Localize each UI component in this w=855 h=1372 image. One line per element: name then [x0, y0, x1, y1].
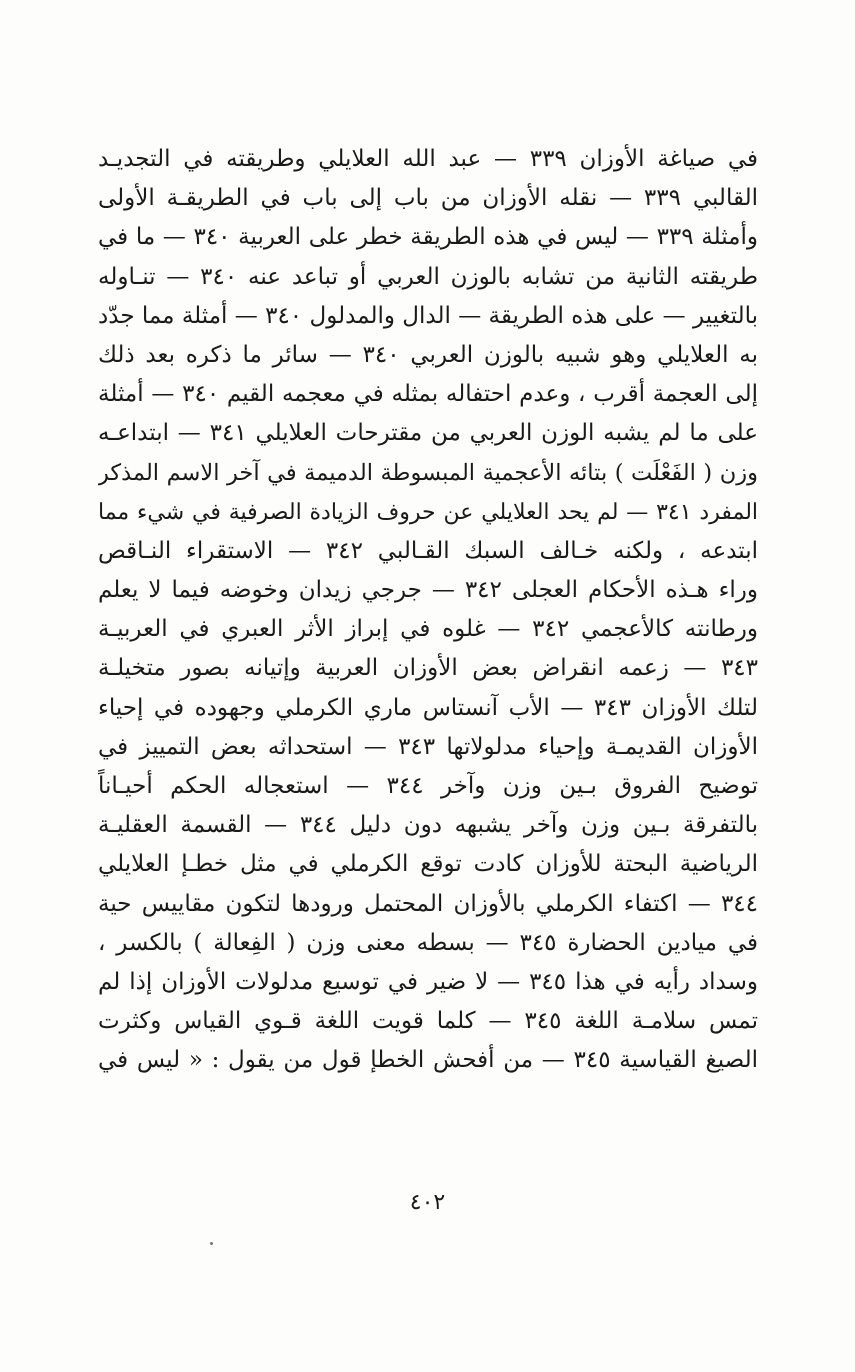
text-line: توضيح الفروق بـين وزن وآخر ٣٤٤ — استعجاله الحكم أحيـاناً: [98, 773, 758, 799]
text-line: طريقته الثانية من تشابه بالوزن العربي أو تباعد عنه ٣٤٠ — تنـاوله: [98, 263, 758, 290]
text-line: بالتغيير — على هذه الطريقة — الدال والمدلول ٣٤٠ — أمثلة مما جدّد: [98, 302, 758, 329]
paper-speck: [210, 1242, 213, 1245]
text-line: إلى العجمة أقرب ، وعدم احتفاله بمثله في معجمه القيم ٣٤٠ — أمثلة: [98, 381, 758, 408]
text-line: تمس سلامـة اللغة ٣٤٥ — كلما قويت اللغة قـوي القياس وكثرت: [98, 1008, 758, 1035]
text-line: وأمثلة ٣٣٩ — ليس في هذه الطريقة خطر على العربية ٣٤٠ — ما في: [98, 224, 758, 251]
text-line: المفرد ٣٤١ — لم يحد العلايلي عن حروف الزيادة الصرفية في شيء مما: [98, 499, 758, 525]
page-number: ٤٠٢: [409, 1190, 446, 1215]
text-line: وراء هـذه الأحكام العجلى ٣٤٢ — جرجي زيدان وخوضه فيما لا يعلم: [98, 577, 758, 604]
text-line: وسداد رأيه في هذا ٣٤٥ — لا ضير في توسيع مدلولات الأوزان إذا لم: [98, 968, 758, 995]
text-line: في ميادين الحضارة ٣٤٥ — بسطه معنى وزن ( الفِعالة ) بالكسر ،: [98, 929, 758, 956]
text-line: ابتدعه ، ولكنه خـالف السبك القـالبي ٣٤٢ — الاستقراء النـاقص: [98, 537, 758, 564]
text-line: ٣٤٣ — زعمه انقراض بعض الأوزان العربية وإتيانه بصور متخيلـة: [98, 655, 758, 682]
text-line: بالتفرقة بـين وزن وآخر يشبهه دون دليل ٣٤٤ — القسمة العقليـة: [98, 812, 758, 839]
text-line: في صياغة الأوزان ٣٣٩ — عبد الله العلايلي وطريقته في التجديـد: [98, 146, 758, 172]
text-line: القالبي ٣٣٩ — نقله الأوزان من باب إلى باب في الطريقـة الأولى: [98, 185, 758, 212]
text-line: به العلايلي وهو شبيه بالوزن العربي ٣٤٠ — سائر ما ذكره بعد ذلك: [98, 341, 758, 368]
body-text: [98, 140, 758, 1081]
text-line: على ما لم يشبه الوزن العربي من مقترحات العلايلي ٣٤١ — ابتداعـه: [98, 420, 758, 447]
text-line: الرياضية البحتة للأوزان كادت توقع الكرملي في مثل خطـإ العلايلي: [98, 851, 758, 878]
text-line: الأوزان القديمـة وإحياء مدلولاتها ٣٤٣ — استحداثه بعض التمييز في: [98, 733, 758, 760]
text-line: ورطانته كالأعجمي ٣٤٢ — غلوه في إبراز الأثر العبري في العربيـة: [98, 616, 758, 643]
text-line: الصيغ القياسية ٣٤٥ — من أفحش الخطإ قول من يقول : « ليس في: [98, 1047, 758, 1074]
text-line: وزن ( الفَعْلَت ) بتائه الأعجمية المبسوطة الدميمة في آخر الاسم المذكر: [98, 459, 758, 486]
text-line: ٣٤٤ — اكتفاء الكرملي بالأوزان المحتمل ورودها لتكون مقاييس حية: [98, 890, 758, 917]
text-line: لتلك الأوزان ٣٤٣ — الأب آنستاس ماري الكرملي وجهوده في إحياء: [98, 694, 758, 721]
